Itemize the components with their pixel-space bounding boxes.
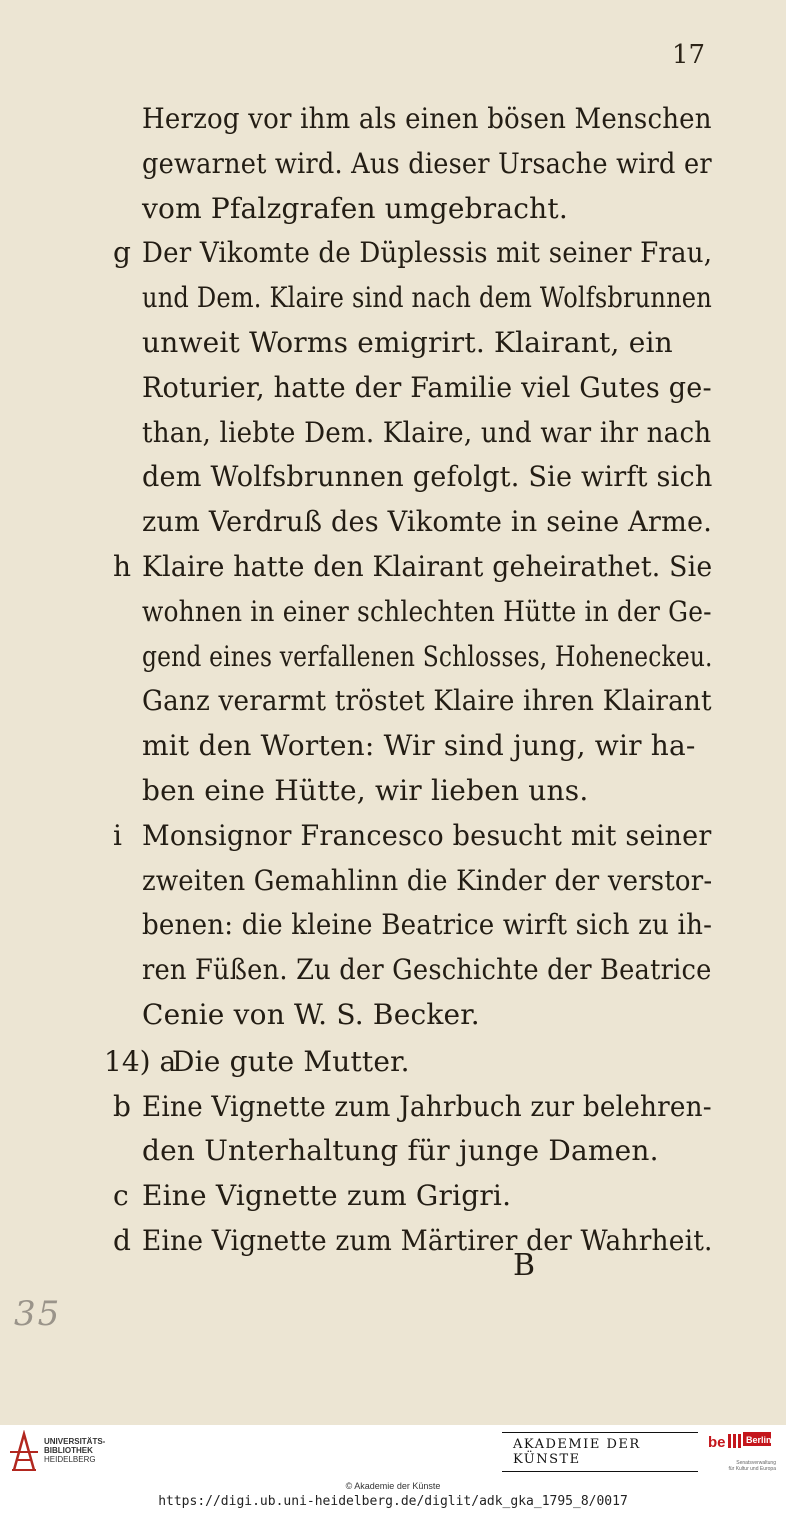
text-line: Die gute Mutter. [172, 1044, 410, 1078]
text-line: Roturier, hatte der Familie viel Gutes ge- [142, 370, 712, 404]
item-marker: b [113, 1089, 131, 1123]
text-line: gewarnet wird. Aus dieser Ursache wird er [142, 146, 712, 180]
item-marker: i [113, 818, 122, 852]
berlin-label: Berlin [746, 1435, 772, 1445]
text-line: Eine Vignette zum Jahrbuch zur belehren- [142, 1089, 712, 1123]
text-line: vom Pfalzgrafen umgebracht. [142, 191, 568, 225]
text-line: Monsignor Francesco besucht mit seiner [142, 818, 712, 852]
text-line: Klaire hatte den Klairant geheirathet. Sie [142, 550, 713, 583]
text-line: und Dem. Klaire sind nach dem Wolfsbrunnen [142, 281, 712, 315]
text-line: Herzog vor ihm als einen bösen Menschen [142, 102, 712, 135]
akademie-label: AKADEMIE DER KÜNSTE [502, 1433, 698, 1471]
copyright-notice: © Akademie der Künste [345, 1481, 441, 1491]
text-line: Eine Vignette zum Grigri. [142, 1179, 512, 1213]
text-line: den Unterhaltung für junge Damen. [142, 1134, 659, 1168]
text-line: benen: die kleine Beatrice wirft sich zu ih- [142, 908, 713, 942]
item-marker: d [113, 1224, 131, 1257]
item-marker: 14) a [104, 1044, 177, 1078]
text-line: Ganz verarmt tröstet Klaire ihren Klairant [142, 684, 712, 718]
text-line: Cenie von W. S. Becker. [142, 998, 480, 1031]
berlin-sub-1: Senatsverwaltung [736, 1460, 776, 1466]
berlin-senate-caption [706, 1460, 776, 1472]
text-line: gend eines verfallenen Schlosses, Hoheneckeu. [142, 639, 713, 673]
text-line: ben eine Hütte, wir lieben uns. [142, 774, 589, 807]
berlin-prefix: be [708, 1434, 726, 1451]
berlin-sub-2: für Kultur und Europa [728, 1466, 776, 1472]
item-marker: h [113, 550, 132, 583]
text-line: than, liebte Dem. Klaire, und war ihr nach [142, 415, 712, 449]
text-line: unweit Worms emigrirt. Klairant, ein [142, 326, 673, 359]
permalink-url[interactable]: https://digi.ub.uni-heidelberg.de/diglit/adk_gka_1795_8/0017 [158, 1494, 628, 1509]
ub-line-3: HEIDELBERG [44, 1455, 96, 1464]
text-line: wohnen in einer schlechten Hütte in der Ge- [142, 594, 712, 628]
text-line: Der Vikomte de Düplessis mit seiner Frau, [142, 236, 713, 270]
pencil-annotation: 35 [14, 1294, 62, 1334]
ub-line-2: BIBLIOTHEK [44, 1446, 93, 1455]
text-line: zum Verdruß des Vikomte in seine Arme. [142, 505, 713, 539]
text-line: zweiten Gemahlinn die Kinder der verstor- [142, 863, 713, 897]
item-marker: c [113, 1179, 129, 1213]
akademie-logo [502, 1432, 698, 1472]
text-line: mit den Worten: Wir sind jung, wir ha- [142, 729, 696, 763]
ub-line-1: UNIVERSITÄTS- [44, 1437, 106, 1446]
text-line: ren Füßen. Zu der Geschichte der Beatrice [142, 953, 712, 987]
text-line: dem Wolfsbrunnen gefolgt. Sie wirft sich [142, 460, 713, 494]
text-line: Eine Vignette zum Märtirer der Wahrheit. [142, 1224, 713, 1257]
page-number: 17 [672, 40, 706, 70]
signature-mark: B [513, 1248, 536, 1283]
item-marker: g [113, 236, 131, 270]
university-library-name [44, 1437, 105, 1464]
university-library-logo-icon [8, 1430, 40, 1474]
